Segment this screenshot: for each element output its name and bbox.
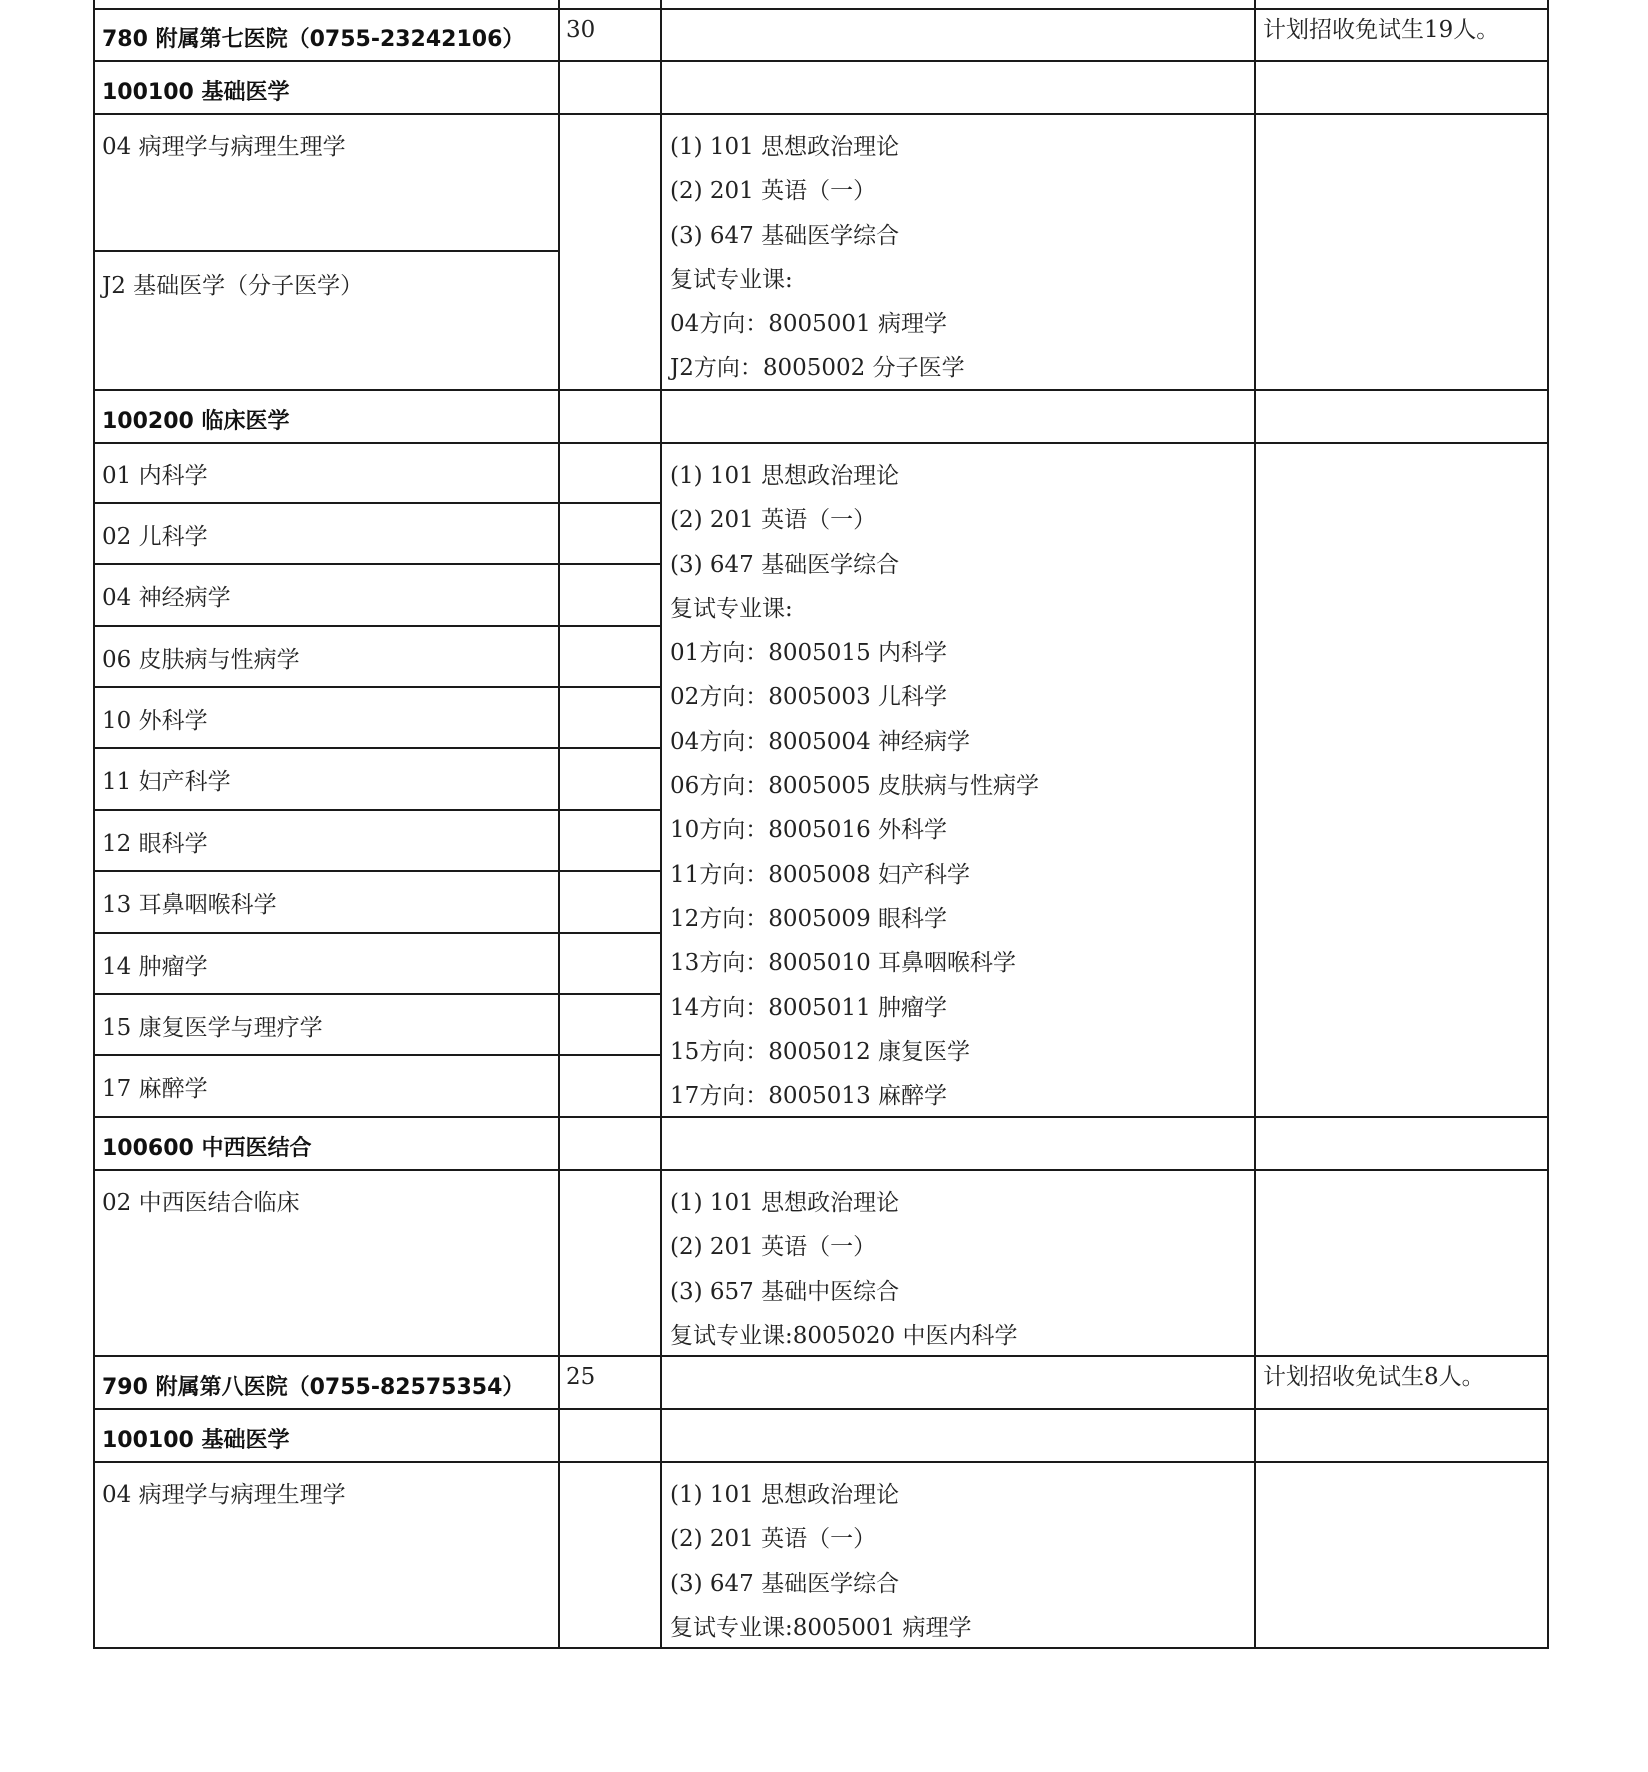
exam-line: (3) 647 基础医学综合: [670, 222, 900, 249]
column-line: [660, 0, 662, 1649]
direction-item: 02 儿科学: [102, 524, 208, 550]
row-line: [93, 442, 1549, 444]
exam-line: 复试专业课:: [670, 266, 793, 293]
direction-item: 10 外科学: [102, 708, 208, 734]
direction-item: 12 眼科学: [102, 831, 208, 857]
exam-line: 17方向：8005013 麻醉学: [670, 1083, 948, 1110]
exam-line: 01方向：8005015 内科学: [670, 640, 948, 667]
column-line: [558, 0, 560, 1649]
column-line: [1254, 0, 1256, 1649]
exam-subjects-basic-medicine-790: [670, 1482, 972, 1659]
exam-line: 13方向：8005010 耳鼻咽喉科学: [670, 950, 1017, 977]
exempt-note-780: 计划招收免试生19人。: [1263, 17, 1500, 43]
exam-line: J2方向：8005002 分子医学: [670, 355, 965, 382]
exam-line: (1) 101 思想政治理论: [670, 463, 900, 489]
row-line: [93, 8, 1549, 10]
direction-item: 11 妇产科学: [102, 769, 231, 795]
exam-line: 04方向：8005001 病理学: [670, 311, 948, 338]
direction-item: 15 康复医学与理疗学: [102, 1015, 323, 1041]
row-line: [93, 809, 662, 811]
exam-line: 12方向：8005009 眼科学: [670, 905, 948, 932]
row-line: [93, 60, 1549, 62]
row-line: [93, 747, 662, 749]
exam-line: (2) 201 英语（一）: [670, 178, 877, 205]
row-line: [93, 1408, 1549, 1410]
exam-line: 复试专业课:: [670, 595, 793, 622]
exam-subjects-clinical-medicine: [670, 463, 1039, 1127]
direction-item: 01 内科学: [102, 463, 208, 489]
department-header-790: 790 附属第八医院（0755-82575354）: [102, 1375, 525, 1400]
exam-line: (3) 647 基础医学综合: [670, 1570, 900, 1597]
row-line: [93, 993, 662, 995]
major-heading-basic-medicine: 100100 基础医学: [102, 1428, 290, 1453]
row-line: [93, 1461, 1549, 1463]
row-line: [93, 1169, 1549, 1171]
row-line: [93, 502, 662, 504]
direction-item: J2 基础医学（分子医学）: [102, 273, 364, 299]
exam-line: 04方向：8005004 神经病学: [670, 728, 971, 755]
exam-subjects-basic-medicine: [670, 134, 965, 400]
row-line: [93, 932, 662, 934]
row-line: [93, 625, 662, 627]
exam-line: (1) 101 思想政治理论: [670, 1190, 900, 1216]
exam-line: (2) 201 英语（一）: [670, 1526, 877, 1553]
exam-line: 10方向：8005016 外科学: [670, 817, 948, 844]
direction-item: 04 病理学与病理生理学: [102, 1482, 346, 1508]
major-heading-integrated-medicine: 100600 中西医结合: [102, 1136, 312, 1161]
direction-item: 14 肿瘤学: [102, 954, 208, 980]
exam-line: 复试专业课:8005001 病理学: [670, 1614, 972, 1641]
exam-line: 11方向：8005008 妇产科学: [670, 861, 971, 888]
exam-line: (1) 101 思想政治理论: [670, 1482, 900, 1508]
direction-item: 02 中西医结合临床: [102, 1190, 300, 1216]
exam-line: 02方向：8005003 儿科学: [670, 684, 948, 711]
major-heading-basic-medicine: 100100 基础医学: [102, 80, 290, 105]
exam-line: 14方向：8005011 肿瘤学: [670, 994, 948, 1021]
exam-line: 15方向：8005012 康复医学: [670, 1038, 971, 1065]
major-heading-clinical-medicine: 100200 临床医学: [102, 409, 290, 434]
row-line: [93, 113, 1549, 115]
quota-790: 25: [566, 1364, 596, 1390]
department-header-780: 780 附属第七医院（0755-23242106）: [102, 27, 525, 52]
row-line: [93, 870, 662, 872]
column-line: [93, 0, 95, 1649]
direction-item: 04 神经病学: [102, 585, 231, 611]
direction-item: 13 耳鼻咽喉科学: [102, 892, 277, 918]
row-line: [93, 1054, 662, 1056]
direction-item: 06 皮肤病与性病学: [102, 647, 300, 673]
quota-780: 30: [566, 17, 596, 43]
exempt-note-790: 计划招收免试生8人。: [1263, 1364, 1485, 1390]
direction-item: 04 病理学与病理生理学: [102, 134, 346, 160]
exam-line: (3) 647 基础医学综合: [670, 551, 900, 578]
exam-line: (2) 201 英语（一）: [670, 507, 877, 534]
exam-line: (2) 201 英语（一）: [670, 1234, 877, 1261]
row-line: [93, 563, 662, 565]
exam-line: (3) 657 基础中医综合: [670, 1278, 900, 1305]
exam-subjects-integrated-medicine: [670, 1190, 1018, 1367]
direction-item: 17 麻醉学: [102, 1076, 208, 1102]
exam-line: 06方向：8005005 皮肤病与性病学: [670, 773, 1040, 800]
exam-line: 复试专业课:8005020 中医内科学: [670, 1322, 1018, 1349]
row-line: [93, 250, 560, 252]
column-line: [1547, 0, 1549, 1649]
exam-line: (1) 101 思想政治理论: [670, 134, 900, 160]
row-line: [93, 686, 662, 688]
